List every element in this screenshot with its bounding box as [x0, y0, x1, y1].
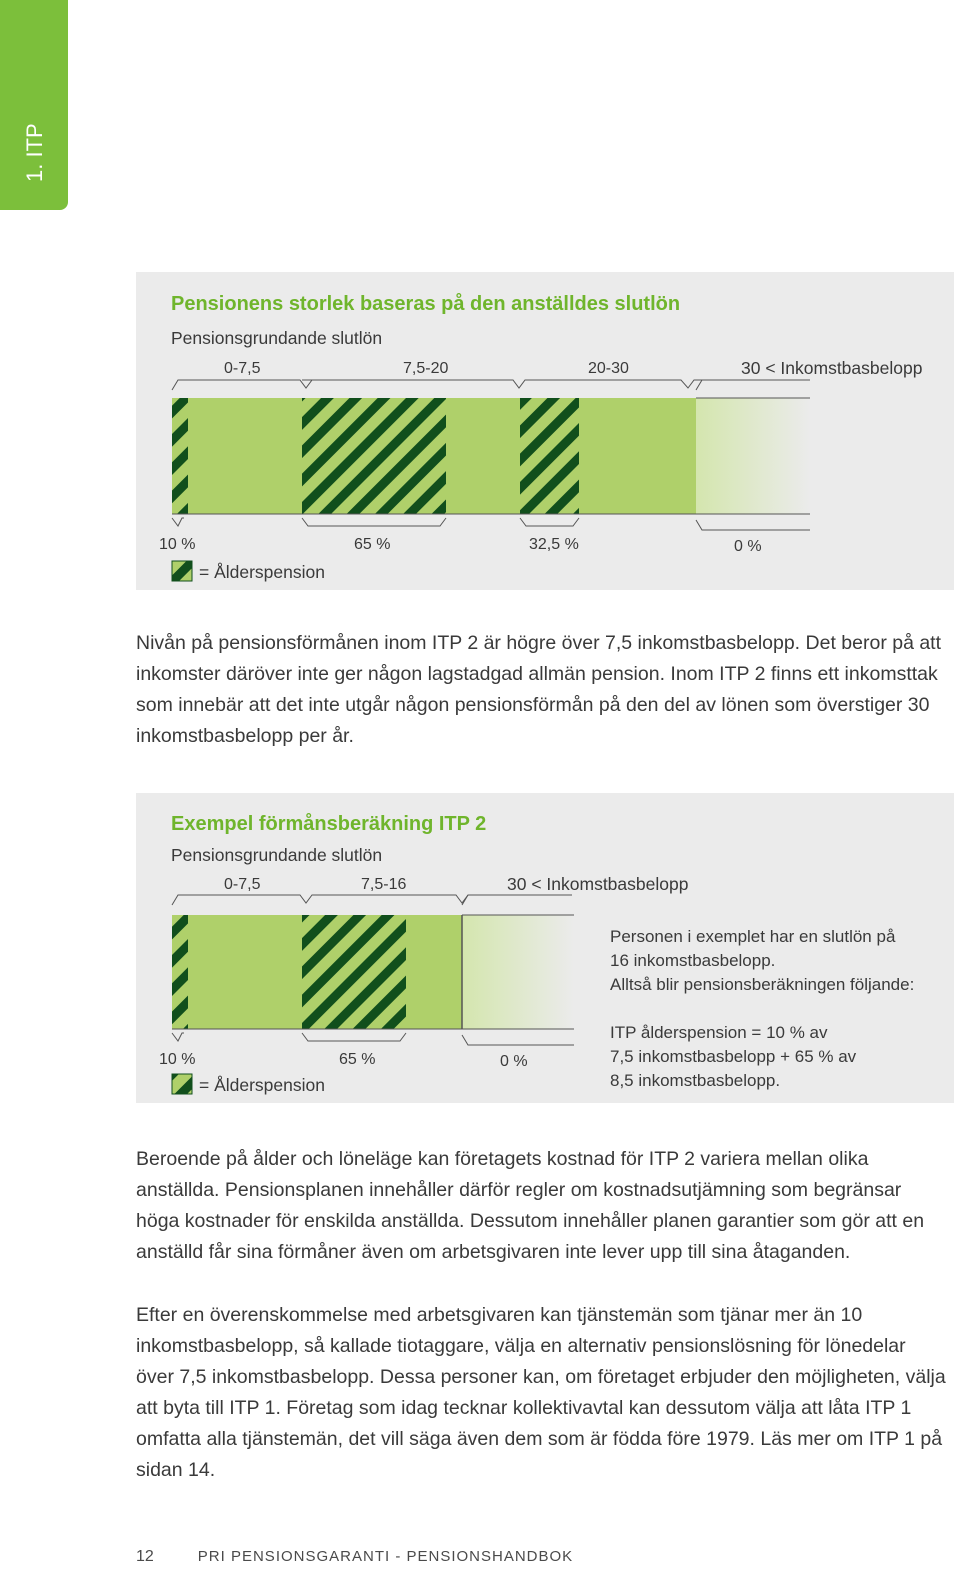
figure1-rate-label: 65 %	[354, 536, 391, 553]
body-paragraph: Efter en överenskommelse med arbetsgivaren kan tjänstemän som tjänar mer än 10 inkomstbasbelopp, så kallade tiotaggare, välja en alternativ pensionslösning för lönedelar över 7,5 inkomstbasbelopp. Dessa personer kan, om företaget erbjuder den möjligheten, välja att byta till ITP 1. Företag som idag tecknar kollektivavtal kan dessutom välja att låta ITP 1 omfatta alla tjänstemän, det vill säga även dem som är födda före 1979. Läs mer om ITP 1 på sidan 14.	[136, 1304, 946, 1481]
chapter-tab	[0, 0, 68, 210]
body-paragraph: Beroende på ålder och löneläge kan företagets kostnad för ITP 2 variera mellan olika anställda. Pensionsplanen innehåller därför regler om kostnadsutjämning som begränsar höga kostnader för enskilda anställda. Dessutom innehåller planen garantier som gör att en anställd får sina förmåner även om arbetsgivaren inte lever upp till sina åtaganden.	[136, 1148, 925, 1263]
figure1-top-braces	[172, 380, 810, 390]
figure1-bar-segment	[188, 398, 302, 514]
figure1-legend-label: = Ålderspension	[199, 562, 325, 582]
figure1-bar-segment	[520, 398, 579, 514]
figure1-rate-label: 10 %	[159, 536, 196, 553]
figure1-bar-segment	[172, 398, 188, 514]
figure1-bracket-label: 30 < Inkomstbasbelopp	[741, 358, 923, 378]
figure2-rate-label: 10 %	[159, 1051, 196, 1068]
figure2-bar-segment	[302, 915, 406, 1029]
figure1-bar-segment	[579, 398, 696, 514]
figure1-bar-segment-cap	[696, 398, 810, 514]
figure1-rate-label: 0 %	[734, 538, 762, 555]
figure1-rate-label: 32,5 %	[529, 536, 579, 553]
figure2-bar-segment	[406, 915, 462, 1029]
figure2-legend-label: = Ålderspension	[199, 1075, 325, 1095]
figure2-calc-line: ITP ålderspension = 10 % av	[610, 1023, 828, 1042]
figure2-subtitle: Pensionsgrundande slutlön	[171, 845, 383, 865]
figure1-diagram	[136, 272, 954, 590]
body-paragraph: Nivån på pensionsförmånen inom ITP 2 är högre över 7,5 inkomstbasbelopp. Det beror på att inkomster däröver inte ger någon lagstadgad allmän pension. Inom ITP 2 finns ett inkomsttak som innebär att det inte utgår någon pensionsförmån på den del av lönen som överstiger 30 inkomstbasbelopp per år.	[136, 632, 942, 747]
publication-title: PRI PENSIONSGARANTI - PENSIONSHANDBOK	[197, 1548, 574, 1565]
figure2-bracket-label: 30 < Inkomstbasbelopp	[507, 874, 689, 894]
figure2-bar-segment-cap	[462, 915, 574, 1029]
page-number: 12	[136, 1548, 154, 1565]
figure2-bottom-braces	[172, 1033, 574, 1045]
figure1-bottom-braces	[172, 518, 810, 530]
page-footer	[136, 1548, 573, 1566]
figure2-note-line: 16 inkomstbasbelopp.	[610, 951, 776, 970]
figure1-subtitle: Pensionsgrundande slutlön	[171, 328, 383, 348]
figure2-bar-segment	[172, 915, 188, 1029]
figure2-bracket-label: 0-7,5	[224, 876, 261, 893]
legend-swatch-icon	[172, 1074, 192, 1094]
figure2-calc-line: 7,5 inkomstbasbelopp + 65 % av	[610, 1047, 857, 1066]
figure1-bracket-label: 7,5-20	[403, 360, 449, 377]
legend-swatch-icon	[172, 561, 192, 581]
figure2-calc-line: 8,5 inkomstbasbelopp.	[610, 1071, 781, 1090]
figure2-rate-label: 65 %	[339, 1051, 376, 1068]
figure2-title: Exempel förmånsberäkning ITP 2	[171, 813, 487, 835]
figure1-bar-segment	[446, 398, 520, 514]
figure2-bracket-label: 7,5-16	[361, 876, 407, 893]
figure2-bar-segment	[188, 915, 302, 1029]
figure2-diagram	[136, 793, 954, 1103]
figure2-top-braces	[172, 895, 572, 905]
figure1-bracket-label: 20-30	[588, 360, 629, 377]
figure1-title: Pensionens storlek baseras på den anställdes slutlön	[171, 293, 681, 315]
figure-box-example	[136, 793, 954, 1103]
chapter-tab-label: 1. ITP	[22, 123, 47, 182]
figure2-note-line: Personen i exemplet har en slutlön på	[610, 927, 896, 946]
figure2-rate-label: 0 %	[500, 1053, 528, 1070]
figure2-note-line: Alltså blir pensionsberäkningen följande:	[610, 975, 915, 994]
figure1-bar-segment	[302, 398, 446, 514]
figure1-bracket-label: 0-7,5	[224, 360, 261, 377]
figure-box-slutlon	[136, 272, 954, 590]
